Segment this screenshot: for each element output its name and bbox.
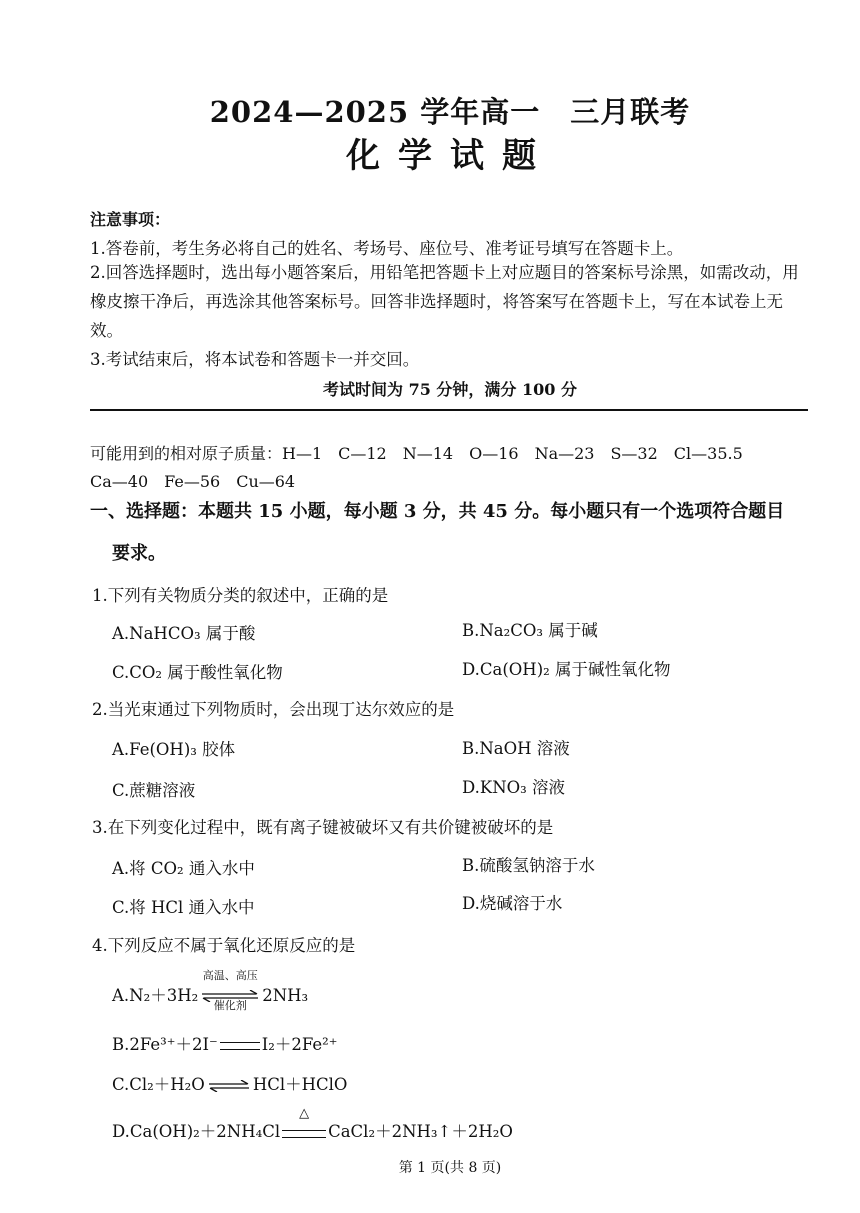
atomic-masses-line2: Ca—40 Fe—56 Cu—64 (90, 472, 296, 491)
question-1-option-a: A.NaHCO₃ 属于酸 (112, 624, 256, 643)
heat-equals-sign (282, 1106, 326, 1142)
question-4-option-d (112, 1106, 513, 1142)
exam-time: 考试时间为 75 分钟，满分 100 分 (323, 380, 577, 399)
note-item-1: 1.答卷前，考生务必将自己的姓名、考场号、座位号、准考证号填写在答题卡上。 (90, 239, 684, 258)
notes-heading: 注意事项： (90, 210, 171, 229)
condition-bottom: 催化剂 (213, 999, 247, 1012)
reversible-arrow-icon (207, 1080, 251, 1092)
question-2-option-d: D.KNO₃ 溶液 (462, 778, 566, 797)
option-a-products: 2NH₃ (262, 986, 309, 1005)
option-b-products: I₂＋2Fe²⁺ (261, 1035, 338, 1054)
question-1-option-c: C.CO₂ 属于酸性氧化物 (112, 663, 283, 682)
subject-title: 化学试题 (346, 136, 554, 176)
option-a-reactants: A.N₂＋3H₂ (112, 986, 199, 1005)
note-item-3: 3.考试结束后，将本试卷和答题卡一并交回。 (90, 350, 420, 369)
divider (90, 409, 808, 411)
heat-icon: △ (299, 1106, 310, 1121)
question-3-option-d: D.烧碱溶于水 (462, 894, 563, 913)
question-4-option-b (112, 1031, 338, 1055)
option-c-reactants: C.Cl₂＋H₂O (112, 1075, 205, 1094)
question-1-option-d: D.Ca(OH)₂ 属于碱性氧化物 (462, 660, 671, 679)
section-heading: 一、选择题：本题共 15 小题，每小题 3 分，共 45 分。每小题只有一个选项符合题目 (90, 501, 785, 522)
equals-sign-icon (282, 1130, 326, 1138)
question-2-stem: 2.当光束通过下列物质时，会出现丁达尔效应的是 (92, 700, 455, 719)
question-1-option-b: B.Na₂CO₃ 属于碱 (462, 621, 598, 640)
condition-top: 高温、高压 (202, 969, 258, 982)
question-2-option-a: A.Fe(OH)₃ 胶体 (112, 740, 236, 759)
question-4-stem: 4.下列反应不属于氧化还原反应的是 (92, 936, 356, 955)
option-c-products: HCl＋HClO (252, 1075, 348, 1094)
section-heading-cont: 要求。 (112, 543, 166, 564)
exam-title: 2024—2025 学年高一 三月联考 (209, 95, 691, 129)
atomic-masses-line1: 可能用到的相对原子质量：H—1 C—12 N—14 O—16 Na—23 S—32 Cl—35.5 (90, 444, 743, 463)
question-3-stem: 3.在下列变化过程中，既有离子键被破坏又有共价键被破坏的是 (92, 818, 554, 837)
note-item-2: 2.回答选择题时，选出每小题答案后，用铅笔把答题卡上对应题目的答案标号涂黑，如需改动，用橡皮擦干净后，再选涂其他答案标号。回答非选择题时，将答案写在答题卡上，写在本试卷上无效。 (90, 263, 799, 340)
question-3-option-a: A.将 CO₂ 通入水中 (112, 859, 255, 878)
option-b-reactants: B.2Fe³⁺＋2I⁻ (112, 1035, 218, 1054)
question-4-option-c (112, 1071, 347, 1095)
option-d-products: CaCl₂＋2NH₃↑＋2H₂O (328, 1122, 513, 1141)
question-3-option-c: C.将 HCl 通入水中 (112, 898, 255, 917)
question-1-stem: 1.下列有关物质分类的叙述中，正确的是 (92, 586, 389, 605)
question-2-option-c: C.蔗糖溶液 (112, 781, 196, 800)
reversible-arrow-conditions (200, 969, 260, 1012)
question-4-option-a (112, 969, 309, 1012)
page-footer: 第 1 页(共 8 页) (398, 1160, 502, 1176)
question-3-option-b: B.硫酸氢钠溶于水 (462, 856, 595, 875)
equals-sign-icon (220, 1042, 260, 1050)
question-2-option-b: B.NaOH 溶液 (462, 739, 570, 758)
option-d-reactants: D.Ca(OH)₂＋2NH₄Cl (112, 1122, 281, 1141)
